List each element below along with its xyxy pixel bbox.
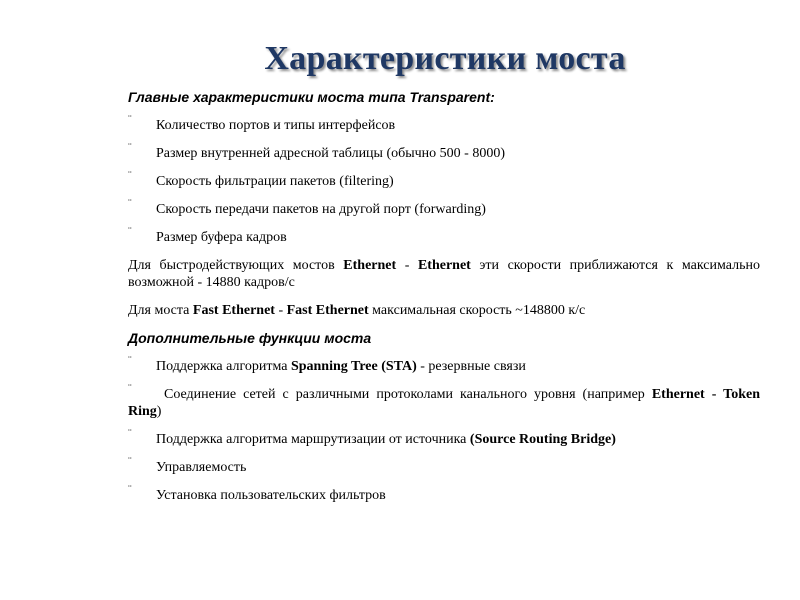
bullet-icon: ¨ [128, 141, 132, 153]
text-run: - [274, 303, 287, 318]
bullet-icon: ¨ [128, 197, 132, 209]
list-item [128, 169, 760, 190]
slide-content [128, 89, 760, 515]
list-item-text: Управляемость [156, 460, 247, 475]
bullet-icon: ¨ [128, 225, 132, 237]
text-run-bold: Spanning Tree (STA) [290, 359, 417, 374]
text-run-bold: Ethernet [343, 258, 397, 273]
text-run: максимальная скорость ~148800 к/с [368, 303, 586, 318]
list-item [128, 427, 760, 448]
list-item [128, 197, 760, 218]
list-item [128, 141, 760, 162]
list-item-text: Скорость передачи пакетов на другой порт (forwarding) [156, 202, 486, 217]
bullet-icon: ¨ [128, 483, 132, 495]
list-item-text: Количество портов и типы интерфейсов [156, 118, 396, 133]
bullet-icon: ¨ [128, 169, 132, 181]
list-item [128, 483, 760, 504]
list-item-text: Размер буфера кадров [156, 230, 287, 245]
bullet-icon: ¨ [128, 113, 132, 125]
text-run: Для моста [128, 303, 193, 318]
text-run: Соединение сетей с различными протоколами канального уровня (например [164, 387, 652, 402]
text-run: - резервные связи [416, 359, 526, 374]
bullet-icon: ¨ [128, 382, 132, 394]
list-item [128, 113, 760, 134]
list-item-text: Установка пользовательских фильтров [156, 488, 386, 503]
text-run-bold: (Source Routing Bridge) [469, 432, 616, 447]
text-run: Поддержка алгоритма [156, 359, 291, 374]
list-item [128, 455, 760, 476]
bullet-icon: ¨ [128, 354, 132, 366]
list-item [128, 225, 760, 246]
slide-title: Характеристики моста [264, 40, 626, 77]
text-run: Поддержка алгоритма маршрутизации от источника [156, 432, 470, 447]
paragraph-ethernet-speed [128, 257, 760, 291]
list-item-text: Скорость фильтрации пакетов (filtering) [156, 174, 394, 189]
text-run-bold: Fast Ethernet [192, 303, 275, 318]
list-item [128, 354, 760, 375]
bullet-icon: ¨ [128, 455, 132, 467]
text-run-bold: Fast Ethernet [286, 303, 369, 318]
text-run: Для быстродействующих мостов [128, 258, 344, 273]
text-run: ) [156, 404, 162, 419]
text-run-bold: Ethernet - Token Ring [128, 387, 760, 419]
text-run-bold: Ethernet [417, 258, 471, 273]
text-run: - [396, 258, 418, 273]
bullet-icon: ¨ [128, 427, 132, 439]
paragraph-fast-ethernet-speed [128, 302, 760, 319]
list-item [128, 382, 760, 420]
section-heading-main: Главные характеристики моста типа Transparent: [128, 89, 495, 105]
list-item-text: Размер внутренней адресной таблицы (обычно 500 - 8000) [156, 146, 506, 161]
section-heading-additional: Дополнительные функции моста [128, 330, 372, 346]
text-run: эти скорости приближаются к максимально возможной - 14880 кадров/с [128, 258, 760, 290]
